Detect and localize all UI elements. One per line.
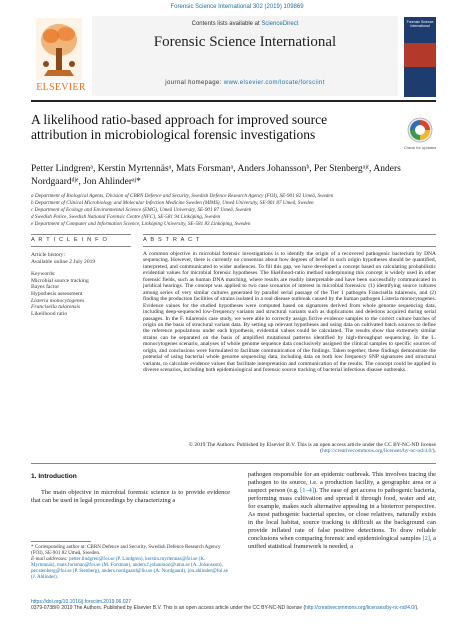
footnote-rule bbox=[31, 541, 91, 542]
citation-link[interactable]: [2] bbox=[422, 535, 430, 542]
affiliation-a: a Department of Biological Agents, Division of CBRN Defence and Security, Swedish Defence Research Agency (FOI), SE-901 82 Umeå, Sweden bbox=[31, 193, 334, 199]
journal-title: Forensic Science International bbox=[153, 34, 337, 50]
abstract-body: A common objective in microbial forensic investigations is to identify the origin of a recovered pathogenic bacterium by DNA sequencing. However, there is currently no consensus about how degrees of belief in such origin hypotheses should be quantified, interpreted, and communicated to wider audiences. To fill this gap, we have developed a concept based on calculating probabilistic evidential values for microbial forensic hypotheses. The likelihood-ratio method underpinning this concept is widely used in other forensic fields, such as human DNA matching, where results are readily interpretable and have been successfully communicated in juridical hearings. The concept was applied to two case scenarios of interest in microbial forensics: (1) identifying source cultures among series of very similar cultures generated by parallel serial passage of the Tier 1 pathogen Francisella tularensis, and (2) finding the production facilities of strains isolated in a real disease outbreak caused by the human pathogen Listeria monocytogenes. Evidence values for the studied hypotheses were computed based on signatures derived from whole genome sequencing data, including deep-sequenced low-frequency variants and structural variants such as duplications and deletions acquired during serial passages. In the F. tularensis case study, we were able to correctly assign fictive evidence samples to the correct culture batches of origin on the basis of structural variant data. By setting up relevant hypotheses and using data on cultivated batch sources to define the reference populations under each hypothesis, evidential values could be calculated. The results show that extremely similar strains can be separated on the basis of amplified mutational patterns identified by high-throughput sequencing. In the L. monocytogenes scenario, analyses of whole genome sequence data conclusively assigned the clinical samples to specific sources of origin, and conclusions were formulated to facilitate communication of the findings. Taken together, these findings demonstrate the potential of using bacterial whole genome sequencing data, including data on both low frequency SNP signatures and structural variants, to calculate evidence values that facilitate interpretation and communication of the results. The concept could be applied in diverse scenarios, including both epidemiological and forensic source tracking of bacterial infectious disease outbreaks. bbox=[143, 251, 436, 374]
keywords-label: Keywords: bbox=[31, 271, 56, 278]
affiliation-d: d Swedish Police, Swedish National Forensic Centre (NFC), SE-581 94 Linköping, Sweden bbox=[31, 214, 221, 220]
keyword: Likelihood ratio bbox=[31, 310, 68, 317]
journal-homepage: journal homepage: www.elsevier.com/locate/forsciint bbox=[165, 80, 325, 86]
footer-license-link[interactable]: http://creativecommons.org/licenses/by-nc-nd/4.0/ bbox=[305, 605, 416, 612]
crossmark-label: Check for updates bbox=[403, 145, 437, 150]
corresponding-author-note: * Corresponding author at: CBRN Defence and Security, Swedish Defence Research Agency (FOI), SE-901 82 Umeå, Sweden. bbox=[31, 544, 221, 557]
info-top-rule bbox=[31, 234, 131, 235]
intro-paragraph-right: pathogen responsible for an epidemic outbreak. This involves tracing the pathogen to its source, i.e. a production facility, a geographic area or a suspect person (e.g. [1–4]). The ease of get access to pathogenic bacteria, performing mass cultivation and spread it through food, water and air, for example, makes such alternative appealing in a bioterror perspective. As most pathogenic bacterial species, or close relatives, naturally exists in the local habitat, source tracking is difficult as the background can provide inflated rate of false positive detections. To draw reliable conclusions when comparing forensic and epidemiological samples [2], a unified statistical framework is needed, a bbox=[248, 471, 436, 550]
article-title: A likelihood ratio-based approach for improved source attribution in microbiological forensic investigations bbox=[31, 112, 328, 142]
abstract-copyright: © 2019 The Authors. Published by Elsevier B.V. This is an open access article under the CC BY-NC-ND license (http://creativecommons.org/licenses/by-nc-nd/4.0/). bbox=[188, 442, 436, 455]
journal-cover-title: Forensic Science International bbox=[406, 20, 434, 28]
article-info-heading: A R T I C L E I N F O bbox=[31, 237, 109, 243]
article-info bbox=[31, 252, 131, 317]
abstract-head-rule bbox=[143, 246, 436, 247]
citation-link[interactable]: [1–4] bbox=[300, 487, 314, 494]
affiliation-c: c Department of Ecology and Environmental Science (EMG), Umeå University, SE-901 87 Umeå, Sweden bbox=[31, 207, 252, 213]
email-addresses: E-mail addresses: petter.lindgren@foi.se (P. Lindgren), kerstin.myrtennas@foi.se (K. Myrtennäs), mats.forsman@foi.se (M. Forsman), anders.f.johansson@umu.se (A. Johansson), per.stenberg@foi.se (P. Stenberg), anders.nordgaard@liu.se (A. Nordgaard), jon.ahlinder@foi.se (J. Ahlinder). bbox=[31, 556, 228, 581]
keyword: Francisella tularensis bbox=[31, 304, 81, 311]
abstract-bottom-rule bbox=[31, 463, 436, 464]
abstract-heading: A B S T R A C T bbox=[143, 237, 201, 243]
sciencedirect-link[interactable]: ScienceDirect bbox=[261, 21, 299, 27]
history-label: Article history: bbox=[31, 252, 66, 258]
section-heading-introduction: 1. Introduction bbox=[31, 473, 77, 480]
journal-cover-band bbox=[404, 43, 436, 67]
author-list: Petter Lindgrenᵃ, Kerstin Myrtennäsᵃ, Mats Forsmanᵃ, Anders Johanssonᵇ, Per Stenbergᵃʲᶜ, Anders Nordgaardᵈʲᵉ, Jon Ahlinderᵃʲ* bbox=[31, 164, 401, 187]
keyword: Listeria monocytogenes bbox=[31, 297, 85, 304]
affiliation-b: b Department of Clinical Microbiology and Molecular Infection Medicine Sweden (MIMS), Umeå University, SE-901 87 Umeå, Sweden bbox=[31, 200, 314, 206]
keyword: Microbial source tracking bbox=[31, 277, 89, 284]
info-head-rule bbox=[31, 246, 131, 247]
keyword: Bayes factor bbox=[31, 284, 60, 291]
footnote bbox=[31, 544, 230, 581]
contents-line: Contents lists available at ScienceDirect bbox=[191, 21, 299, 27]
affiliation-e: e Department of Computer and Information Science, Linköping University, SE-581 83 Linköping, Sweden bbox=[31, 221, 251, 227]
masthead-rule bbox=[31, 100, 436, 102]
email-links[interactable]: petter.lindgren@foi.se (P. Lindgren), kerstin.myrtennas@foi.se (K. Myrtennäs), mats.forsman@foi.se (M. Forsman), anders.f.johansson@umu.se (A. Johansson), per.stenberg@foi.se (P. Stenberg), anders.nordgaard@liu.se (A. Nordgaard), jon.ahlinder@foi.se (J. Ahlinder). bbox=[31, 556, 228, 581]
homepage-link[interactable]: www.elsevier.com/locate/forsciint bbox=[223, 80, 325, 86]
history-value: Available online 2 July 2019 bbox=[31, 258, 96, 265]
doi-link[interactable]: https://doi.org/10.1016/j.forsciint.2019.06.027 bbox=[31, 599, 132, 605]
affiliations bbox=[31, 193, 436, 228]
elsevier-tree-logo bbox=[36, 18, 82, 80]
page-footer bbox=[31, 599, 436, 611]
running-head: Forensic Science International 302 (2019) 109869 bbox=[170, 4, 304, 10]
license-line: 0379-0738/© 2019 The Authors. Published by Elsevier B.V. This is an open access article under the CC BY-NC-ND license (http://creativecommons.org/licenses/by-nc-nd/4.0/). bbox=[31, 605, 419, 612]
keyword: Hypothesis assessment bbox=[31, 290, 83, 297]
crossmark-icon[interactable] bbox=[407, 117, 433, 143]
intro-paragraph-left: The main objective in microbial forensic science is to provide evidence that can be used in legal proceedings by characterizing a bbox=[31, 489, 230, 504]
license-link[interactable]: http://creativecommons.org/licenses/by-nc-nd/4.0/ bbox=[321, 448, 433, 455]
elsevier-wordmark: ELSEVIER bbox=[36, 82, 86, 93]
abstract-top-rule bbox=[143, 234, 436, 235]
